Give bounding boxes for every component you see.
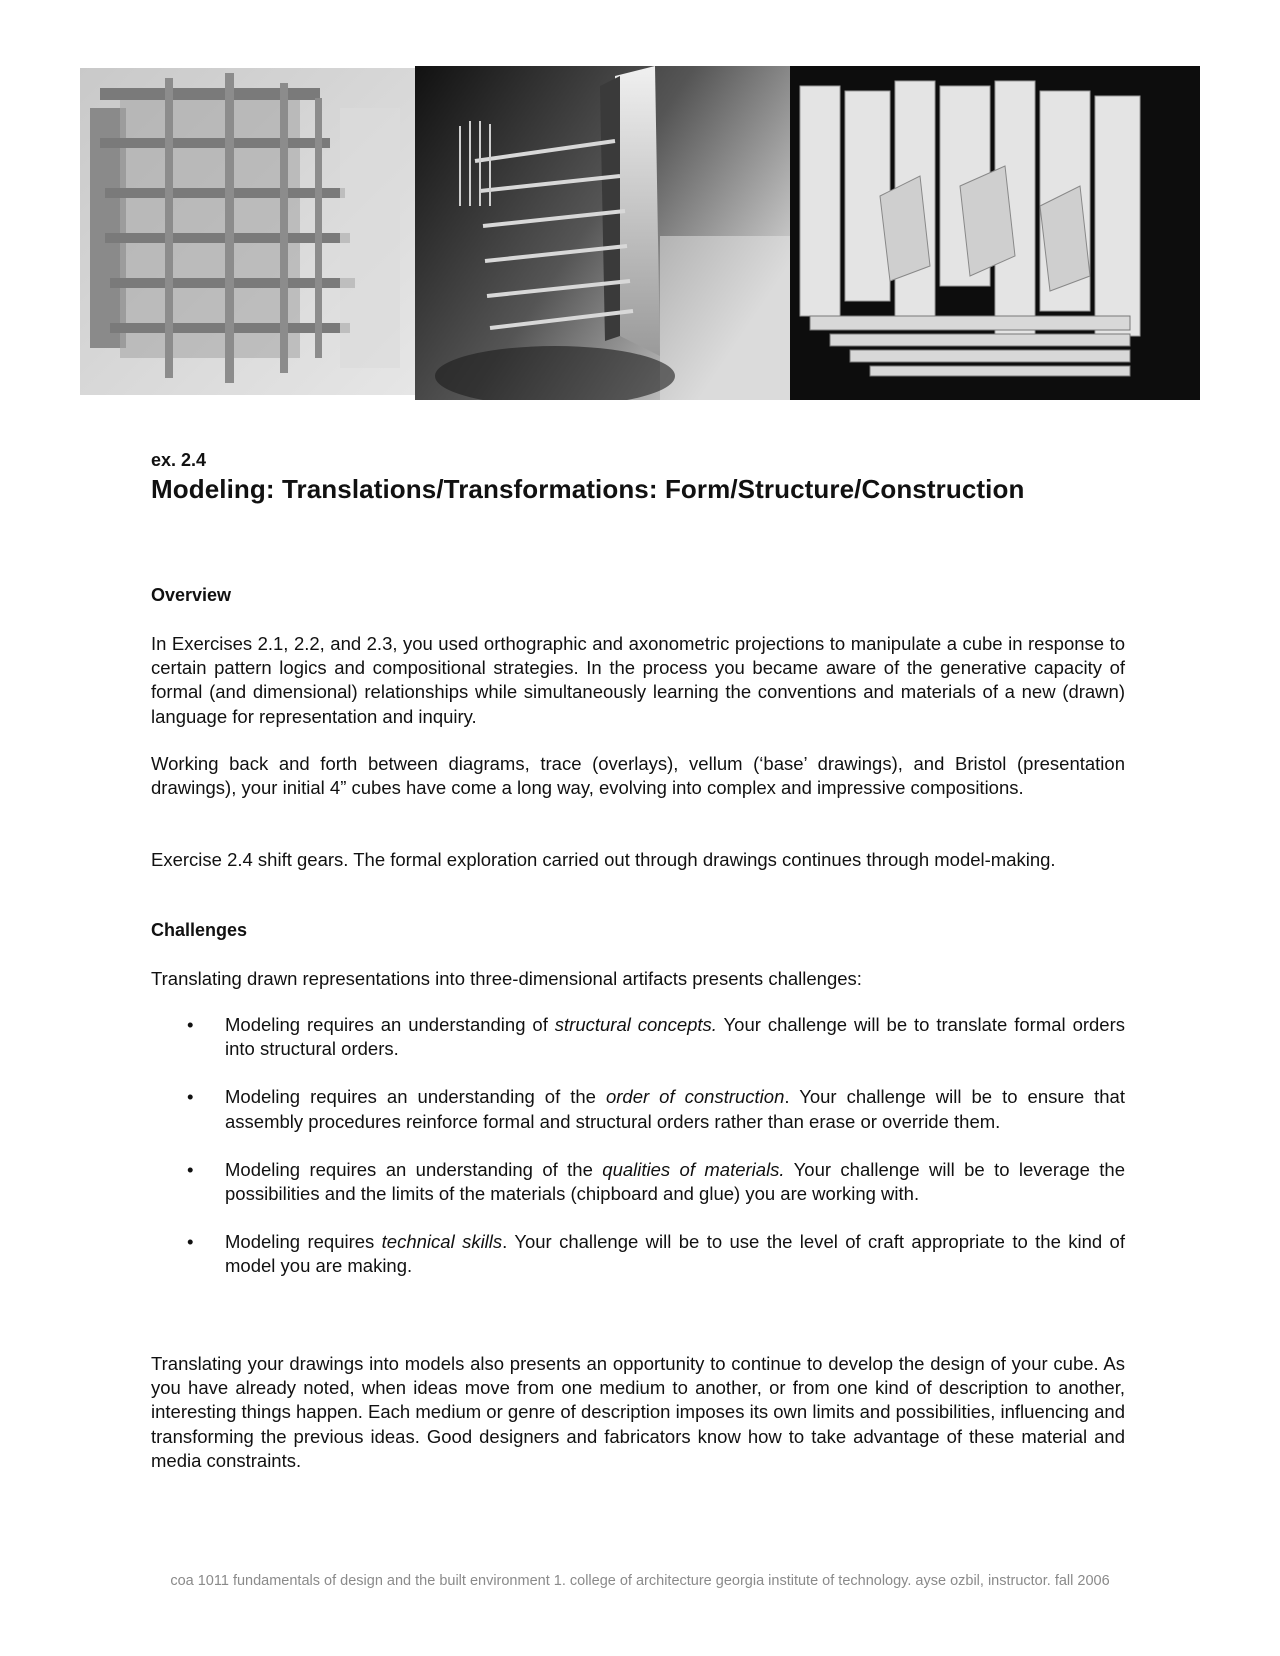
bullet-icon: • [187, 1158, 194, 1180]
header-photo-strip [80, 66, 1200, 400]
page-title: Modeling: Translations/Transformations: Form/Structure/Construction [151, 474, 1025, 504]
page-footer: coa 1011 fundamentals of design and the built environment 1. college of architecture georgia institute of technology. ayse ozbil, instructor. fall 2006 [170, 1573, 1110, 1589]
model-photo-lattice [80, 68, 415, 395]
emphasis-term: structural concepts. [554, 1014, 717, 1035]
exercise-number: ex. 2.4 [151, 450, 207, 470]
bullet-icon: • [187, 1014, 194, 1035]
challenges-list [151, 1013, 1125, 1303]
closing-paragraph: Translating your drawings into models also presents an opportunity to continue to develop the design of your cube. As you have already noted, when ideas move from one medium to another, or from one kind of description to another, interesting things happen. Each medium or genre of description imposes its own limits and possibilities, influencing and transforming the previous ideas. Good designers and fabricators know how to take advantage of these material and media constraints. [151, 1353, 1125, 1471]
list-item: • Modeling requires technical skills. Your challenge will be to use the level of craft appropriate to the kind of model you are making. [187, 1231, 1125, 1277]
bullet-icon: • [187, 1086, 194, 1108]
model-photo-shelves [415, 66, 790, 400]
challenges-intro: Translating drawn representations into three-dimensional artifacts presents challenges: [151, 968, 862, 989]
model-photo-planes [790, 66, 1200, 400]
emphasis-term: technical skills [381, 1231, 503, 1253]
list-item: • Modeling requires an understanding of the qualities of materials. Your challenge will be to leverage the possibilities and the limits of the materials (chipboard and glue) you are working with. [187, 1158, 1125, 1205]
challenges-heading: Challenges [151, 920, 248, 940]
planes-model-image [790, 66, 1200, 400]
list-item: • Modeling requires an understanding of structural concepts. Your challenge will be to translate formal orders into structural orders. [187, 1014, 1126, 1060]
overview-paragraph-2: Working back and forth between diagrams, trace (overlays), vellum (‘base’ drawings), and Bristol (presentation drawings), your initial 4” cubes have come a long way, evolving into complex and impressive compositions. [151, 753, 1125, 799]
overview-heading: Overview [151, 585, 232, 605]
lattice-model-image [80, 68, 415, 395]
overview-paragraph-3: Exercise 2.4 shift gears. The formal exploration carried out through drawings continues through model-making. [151, 849, 1056, 870]
overview-paragraph-1: In Exercises 2.1, 2.2, and 2.3, you used orthographic and axonometric projections to manipulate a cube in response to certain pattern logics and compositional strategies. In the process you became aware of the generative capacity of formal (and dimensional) relationships while simultaneously learning the conventions and materials of a new (drawn) language for representation and inquiry. [151, 633, 1125, 727]
bullet-icon: • [187, 1231, 194, 1253]
emphasis-term: qualities of materials. [602, 1158, 785, 1180]
list-item: • Modeling requires an understanding of the order of construction. Your challenge will be to ensure that assembly procedures reinforce formal and structural orders rather than erase or override them. [187, 1086, 1125, 1132]
shelves-model-image [415, 66, 790, 400]
emphasis-term: order of construction [605, 1086, 785, 1108]
